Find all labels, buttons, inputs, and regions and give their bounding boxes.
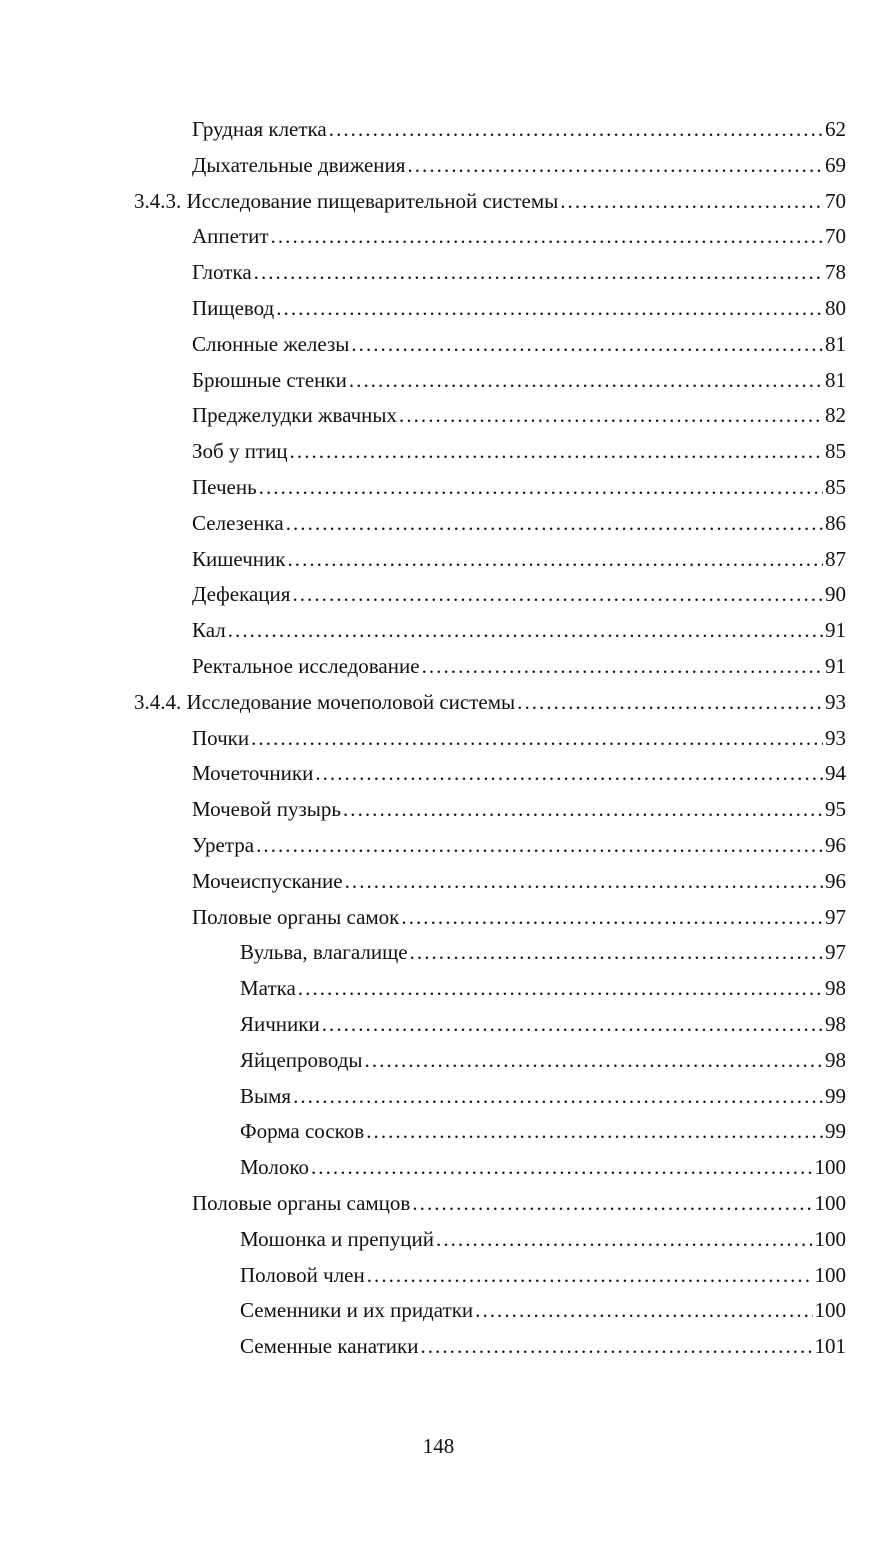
toc-leader-dots [315, 760, 823, 786]
toc-entry-page: 96 [825, 833, 846, 857]
toc-entry [192, 108, 846, 142]
page-number: 148 [422, 1434, 455, 1458]
toc-leader-dots [349, 367, 823, 393]
toc-entry-title: Половые органы самцов [192, 1191, 411, 1215]
toc-entry [192, 824, 846, 858]
toc-entry [192, 752, 846, 786]
toc-entry-title: Кал [192, 618, 226, 643]
toc-entry-page: 98 [825, 1012, 846, 1036]
toc-entry-title: Почки [192, 725, 250, 750]
toc-entry-page: 99 [825, 1083, 846, 1108]
toc-entry [192, 215, 846, 249]
toc-entry-page: 70 [825, 224, 846, 249]
toc-entry-title: Дефекация [192, 582, 291, 607]
toc-entry [192, 717, 846, 751]
toc-entry-page: 93 [825, 689, 846, 714]
toc-entry [240, 1254, 846, 1288]
toc-entry [192, 287, 846, 321]
toc-leader-dots [401, 904, 823, 930]
toc-leader-dots [254, 259, 823, 285]
toc-entry-page: 85 [825, 475, 846, 499]
toc-leader-dots [290, 438, 823, 464]
toc-entry [240, 1289, 846, 1323]
toc-entry-page: 100 [814, 1262, 846, 1287]
toc-entry-title: Зоб у птиц [192, 439, 288, 464]
toc-entry-page: 98 [825, 976, 846, 1001]
toc-leader-dots [286, 510, 823, 536]
toc-entry [240, 931, 846, 965]
toc-entry-page: 100 [814, 1226, 846, 1251]
toc-entry [192, 323, 846, 357]
toc-entry [240, 967, 846, 1001]
toc-entry-page: 85 [825, 439, 846, 464]
toc-leader-dots [351, 331, 823, 357]
toc-leader-dots [407, 152, 823, 178]
toc-leader-dots [365, 1047, 823, 1073]
toc-entry-page: 87 [825, 546, 846, 571]
toc-entry-page: 91 [825, 654, 846, 678]
toc-entry-title: Молоко [240, 1155, 309, 1180]
toc-leader-dots [287, 546, 823, 572]
toc-entry-page: 96 [825, 868, 846, 893]
toc-entry [240, 1146, 846, 1180]
toc-entry [192, 609, 846, 643]
toc-entry-page: 101 [814, 1334, 846, 1359]
toc-entry [134, 681, 846, 715]
toc-leader-dots [311, 1154, 813, 1180]
toc-entry-title: Мочеиспускание [192, 868, 343, 893]
toc-entry-page: 97 [825, 904, 846, 929]
toc-leader-dots [271, 223, 823, 249]
toc-leader-dots [276, 295, 823, 321]
toc-entry [240, 1003, 846, 1037]
toc-entry-page: 86 [825, 510, 846, 535]
toc-entry-page: 90 [825, 582, 846, 607]
toc-entry-title: Семенные канатики [240, 1334, 419, 1359]
toc-entry-title: Мочеточники [192, 761, 314, 786]
toc-leader-dots [345, 868, 823, 894]
toc-entry [192, 573, 846, 607]
toc-leader-dots [293, 1083, 823, 1109]
toc-entry-page: 100 [814, 1191, 846, 1215]
toc-entry-title: Половые органы самок [192, 904, 400, 929]
toc-entry-page: 100 [814, 1155, 846, 1180]
toc-entry [192, 430, 846, 464]
toc-entry-title: Преджелудки жвачных [192, 403, 398, 428]
toc-entry-page: 78 [825, 260, 846, 285]
toc-leader-dots [422, 653, 823, 679]
toc-entry-title: Половой член [240, 1262, 365, 1287]
toc-entry-title: Форма сосков [240, 1119, 365, 1144]
toc-entry-title: Слюнные железы [192, 331, 350, 356]
toc-leader-dots [366, 1118, 823, 1144]
toc-entry-title: Мочевой пузырь [192, 797, 341, 822]
toc-entry [192, 251, 846, 285]
toc-entry-page: 99 [825, 1119, 846, 1144]
toc-entry [240, 1110, 846, 1144]
toc-leader-dots [436, 1226, 812, 1252]
toc-entry [192, 860, 846, 894]
toc-entry-title: Мошонка и препуций [240, 1226, 435, 1251]
toc-leader-dots [420, 1333, 812, 1359]
toc-entry-title: Дыхательные движения [192, 152, 406, 177]
toc-entry-page: 94 [825, 761, 846, 786]
toc-entry [240, 1075, 846, 1109]
toc-leader-dots [399, 402, 823, 428]
toc-entry-title: Кишечник [192, 546, 286, 571]
toc-leader-dots [256, 832, 823, 858]
toc-entry [240, 1325, 846, 1359]
toc-entry [192, 1182, 846, 1216]
toc-leader-dots [292, 581, 823, 607]
toc-entry-title: Яйцепроводы [240, 1047, 363, 1072]
toc-leader-dots [560, 188, 823, 214]
toc-entry-page: 81 [825, 331, 846, 356]
toc-entry-title: Аппетит [192, 224, 269, 249]
toc-entry [240, 1218, 846, 1252]
toc-entry-title: Глотка [192, 260, 252, 285]
toc-entry [192, 896, 846, 930]
toc-leader-dots [343, 796, 823, 822]
toc-leader-dots [259, 474, 823, 500]
toc-entry [192, 538, 846, 572]
toc-entry-page: 80 [825, 296, 846, 320]
toc-entry-title: Селезенка [192, 510, 284, 535]
toc-entry-title: Ректальное исследование [192, 654, 420, 678]
toc-entry-page: 97 [825, 940, 846, 965]
toc-entry-title: Вульва, влагалище [240, 940, 408, 965]
toc-entry-title: 3.4.3. Исследование пищеварительной системы [134, 188, 559, 213]
toc-leader-dots [475, 1297, 812, 1323]
toc-entry [192, 645, 846, 679]
toc-entry [134, 180, 846, 214]
toc-entry-page: 95 [825, 797, 846, 822]
toc-leader-dots [298, 975, 823, 1001]
toc-leader-dots [228, 617, 823, 643]
toc-leader-dots [410, 939, 823, 965]
toc-entry-title: Пищевод [192, 296, 275, 320]
toc-leader-dots [322, 1011, 823, 1037]
toc-leader-dots [412, 1190, 812, 1216]
toc-entry [240, 1039, 846, 1073]
toc-entry-page: 81 [825, 367, 846, 392]
toc-entry [192, 466, 846, 500]
toc-leader-dots [251, 725, 823, 751]
toc-entry-title: Вымя [240, 1083, 292, 1108]
toc-entry-page: 82 [825, 403, 846, 428]
toc-entry-title: Яичники [240, 1012, 320, 1036]
toc-entry-title: Уретра [192, 833, 255, 857]
toc-entry [192, 394, 846, 428]
toc-entry-title: 3.4.4. Исследование мочеполовой системы [134, 689, 516, 714]
toc-entry-title: Печень [192, 475, 257, 499]
toc-entry-page: 69 [825, 152, 846, 177]
toc-leader-dots [329, 116, 823, 142]
toc-entry-title: Брюшные стенки [192, 367, 347, 392]
toc-leader-dots [367, 1262, 813, 1288]
toc-entry-page: 100 [814, 1298, 846, 1323]
toc-entry [192, 144, 846, 178]
toc-leader-dots [517, 689, 823, 715]
toc-entry [192, 502, 846, 536]
toc-entry-title: Матка [240, 976, 296, 1001]
toc-entry-title: Семенники и их придатки [240, 1298, 474, 1323]
toc-entry-title: Грудная клетка [192, 117, 327, 141]
toc-entry-page: 98 [825, 1047, 846, 1072]
toc-entry [192, 359, 846, 393]
toc-entry-page: 70 [825, 188, 846, 213]
toc-entry-page: 93 [825, 725, 846, 750]
toc-entry-page: 62 [825, 117, 846, 141]
toc-entry [192, 788, 846, 822]
toc-entry-page: 91 [825, 618, 846, 643]
